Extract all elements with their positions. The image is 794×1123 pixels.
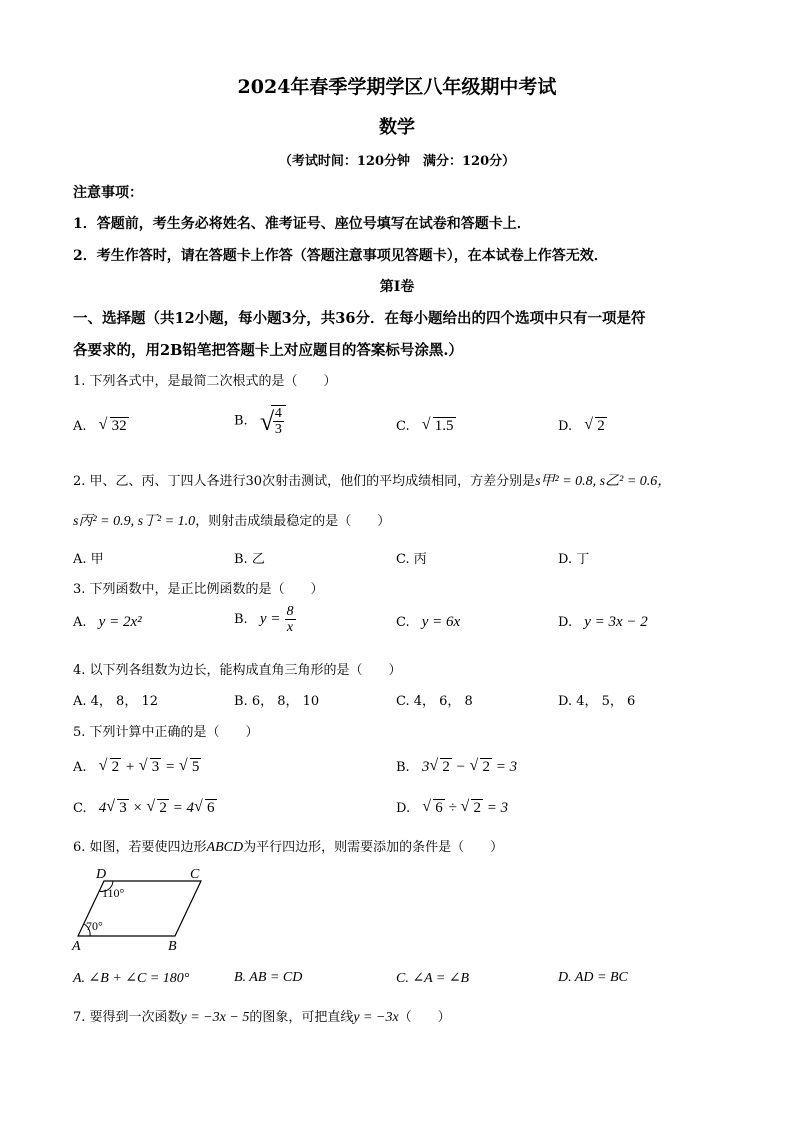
q1-option-b-label: B. — [234, 413, 248, 429]
volume-heading: 第Ⅰ卷 — [379, 279, 415, 295]
q5-option-a: A. √ 2 + √ 3 = √ 5 — [73, 757, 200, 775]
vertex-a-label: A — [72, 939, 81, 954]
q1-option-a-label: A. — [73, 419, 87, 434]
q3-option-d: D. y = 3x − 2 — [558, 614, 648, 630]
q2-option-c: C. 丙 — [396, 552, 427, 567]
q4-option-c: C. 4， 6， 8 — [396, 694, 473, 709]
q2-option-d: D. 丁 — [558, 552, 590, 567]
question-4-stem: 4. 以下列各组数为边长，能构成直角三角形的是（ ） — [73, 663, 402, 678]
q3-option-b: B. y = $\frac{8}{x}$ — [234, 604, 294, 635]
q1-option-d-sqrt: √ 2 — [584, 416, 605, 434]
q1-option-a — [73, 417, 129, 435]
q1-option-c-sqrt: √ 1.5 — [421, 416, 454, 434]
question-1-stem: 1. 下列各式中，是最简二次根式的是（ ） — [73, 374, 337, 389]
angle-a-label: 70° — [86, 919, 103, 933]
q4-option-a: A. 4， 8， 12 — [73, 694, 159, 709]
note-1: 1．答题前，考生务必将姓名、准考证号、座位号填写在试卷和答题卡上． — [73, 216, 531, 232]
q4-option-d: D. 4， 5， 6 — [558, 694, 636, 709]
q1-option-b — [234, 405, 286, 437]
q1-option-d-label: D. — [558, 419, 573, 434]
q4-option-b: B. 6， 8， 10 — [234, 694, 320, 709]
q2-option-a: A. 甲 — [73, 552, 104, 567]
question-5-stem: 5. 下列计算中正确的是（ ） — [73, 725, 259, 740]
section-heading-line1: 一、选择题（共12小题，每小题3分，共36分．在每小题给出的四个选项中只有一项是符 — [73, 310, 646, 327]
exam-info: （考试时间：120分钟 满分：120分） — [278, 154, 516, 169]
section-heading-line2: 各要求的，用2B铅笔把答题卡上对应题目的答案标号涂黑.） — [73, 342, 463, 359]
q1-option-d — [558, 417, 607, 435]
question-3-stem: 3. 下列函数中，是正比例函数的是（ ） — [73, 582, 324, 597]
q1-option-c — [396, 417, 456, 435]
q5-option-b: B. 3 √ 2 − √ 2 = 3 — [396, 757, 518, 775]
vertex-d-label: D — [96, 867, 107, 882]
q6-option-a: A. ∠B + ∠C = 180° — [73, 971, 190, 986]
q3-option-a: A. y = 2x² — [73, 614, 142, 630]
q3-option-c: C. y = 6x — [396, 614, 461, 630]
vertex-b-label: B — [168, 939, 177, 954]
q5-option-c: C. 4 √ 3 × √ 2 = 4 √ 6 — [73, 798, 215, 816]
question-7-stem: 7. 要得到一次函数y = −3x − 5的图象，可把直线y = −3x（ ） — [73, 1010, 451, 1025]
q5-option-d: D. √ 6 ÷ √ 2 = 3 — [396, 798, 509, 816]
exam-title: 2024年春季学期学区八年级期中考试 — [237, 76, 557, 98]
q2-variance-part2: s丙² = 0.9, s丁² = 1.0 — [73, 514, 196, 529]
angle-d-label: 110° — [102, 886, 125, 900]
vertex-c-label: C — [190, 867, 200, 882]
q6-option-d: D. AD = BC — [558, 970, 628, 985]
q1-option-b-sqrt: √ $\frac{4}{3}$ — [260, 405, 286, 437]
notes-heading: 注意事项： — [73, 185, 143, 201]
q2-variance-part1: s甲² = 0.8, s乙² = 0.6， — [535, 474, 672, 489]
q6-option-c: C. ∠A = ∠B — [396, 971, 470, 986]
question-6-stem: 6. 如图，若要使四边形ABCD为平行四边形，则需要添加的条件是（ ） — [73, 840, 504, 855]
question-2-stem-line2: s丙² = 0.9, s丁² = 1.0，则射击成绩最稳定的是（ ） — [73, 514, 391, 529]
q2-option-b: B. 乙 — [234, 552, 265, 567]
q6-option-b: B. AB = CD — [234, 970, 303, 985]
q1-option-a-sqrt: √ 32 — [98, 416, 127, 434]
parallelogram-figure — [68, 864, 218, 954]
question-2-stem: 2. 甲、乙、丙、丁四人各进行30次射击测试，他们的平均成绩相同，方差分别是s甲² = 0.8, s乙² = 0.6， — [73, 474, 672, 489]
note-2: 2．考生作答时，请在答题卡上作答（答题注意事项见答题卡），在本试卷上作答无效． — [73, 248, 608, 264]
subject-title: 数学 — [379, 117, 415, 138]
q1-option-c-label: C. — [396, 419, 410, 434]
